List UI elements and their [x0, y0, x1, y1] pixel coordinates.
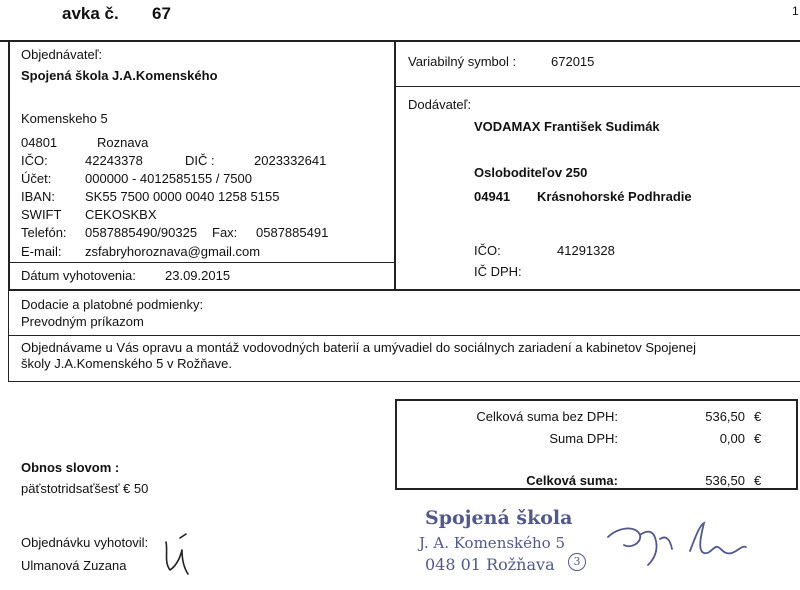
- buyer-fax-label: Fax:: [212, 225, 238, 240]
- supplier-ico-label: IČO:: [474, 243, 501, 258]
- order-number: 67: [152, 4, 171, 23]
- currency-symbol: €: [754, 431, 762, 446]
- stamp-line1: Spojená škola: [425, 507, 573, 529]
- buyer-ucet: 000000 - 4012585155 / 7500: [85, 171, 252, 186]
- buyer-fax: 0587885491: [256, 225, 329, 240]
- supplier-street: Osloboditeľov 250: [474, 165, 588, 180]
- column-divider: [394, 42, 396, 290]
- date-value: 23.09.2015: [165, 268, 231, 283]
- order-text-bottom-border: [8, 381, 800, 382]
- buyer-dic: 2023332641: [254, 153, 327, 168]
- in-words-value: päťstotridsaťšesť € 50: [21, 481, 149, 496]
- buyer-email-label: E-mail:: [21, 244, 62, 259]
- director-signature: [600, 515, 750, 570]
- order-title: avka č.: [62, 4, 119, 23]
- supplier-name: VODAMAX František Sudimák: [474, 119, 660, 134]
- currency-symbol: €: [754, 473, 762, 488]
- buyer-iban: SK55 7500 0000 0040 1258 5155: [85, 189, 280, 204]
- corner-mark: 1: [792, 4, 799, 18]
- date-label: Dátum vyhotovenia:: [21, 268, 136, 283]
- top-border: [0, 40, 800, 42]
- supplier-ico: 41291328: [557, 243, 615, 258]
- order-text-divider: [8, 335, 800, 336]
- buyer-swift: CEKOSKBX: [85, 207, 157, 222]
- buyer-zip: 04801: [21, 135, 58, 150]
- vat-label: Suma DPH:: [549, 431, 618, 446]
- buyer-dic-label: DIČ :: [185, 153, 215, 168]
- buyer-email[interactable]: zsfabryhoroznava@gmail.com: [85, 244, 261, 259]
- supplier-city: Krásnohorské Podhradie: [537, 189, 692, 204]
- varsym-divider: [396, 86, 800, 87]
- currency-symbol: €: [754, 409, 762, 424]
- varsym-value: 672015: [551, 54, 595, 69]
- buyer-ico-label: IČO:: [21, 153, 48, 168]
- order-text-line2: školy J.A.Komenského 5 v Rožňave.: [21, 356, 232, 371]
- order-text-left-border: [8, 336, 9, 381]
- supplier-icdph-label: IČ DPH:: [474, 264, 522, 279]
- stamp-line2: J. A. Komenského 5: [419, 534, 566, 552]
- supplier-label: Dodávateľ:: [408, 97, 472, 112]
- stamp-line3: 048 01 Rožňava: [425, 555, 555, 574]
- delivery-label: Dodacie a platobné podmienky:: [21, 297, 204, 312]
- official-stamp: [405, 505, 605, 585]
- total-label: Celková suma:: [526, 473, 618, 488]
- issuer-signature: [160, 530, 200, 580]
- order-text-line1: Objednávame u Vás opravu a montáž vodovodných baterií a umývadiel do sociálnych zariadení a kabinetov Spojenej: [21, 340, 696, 355]
- issuer-name: Ulmanová Zuzana: [21, 558, 127, 573]
- delivery-value: Prevodným príkazom: [21, 314, 144, 329]
- buyer-iban-label: IBAN:: [21, 189, 55, 204]
- buyer-label: Objednávateľ:: [21, 47, 103, 62]
- total-without-vat-label: Celková suma bez DPH:: [476, 409, 618, 424]
- date-divider: [10, 262, 394, 263]
- varsym-label: Variabilný symbol :: [408, 54, 517, 69]
- buyer-city: Roznava: [97, 135, 149, 150]
- vat-value: 0,00: [719, 431, 745, 446]
- buyer-name: Spojená škola J.A.Komenského: [21, 68, 218, 83]
- supplier-zip: 04941: [474, 189, 511, 204]
- buyer-swift-label: SWIFT: [21, 207, 62, 222]
- buyer-left-border: [8, 42, 10, 290]
- mid-border: [8, 289, 800, 291]
- total-value: 536,50: [705, 473, 745, 488]
- buyer-street: Komenskeho 5: [21, 111, 108, 126]
- buyer-ucet-label: Účet:: [21, 171, 52, 186]
- total-without-vat-value: 536,50: [705, 409, 745, 424]
- delivery-left-border: [8, 291, 9, 336]
- issuer-label: Objednávku vyhotovil:: [21, 535, 149, 550]
- buyer-telefon: 0587885490/90325: [85, 225, 198, 240]
- stamp-number: 3: [568, 553, 586, 571]
- buyer-ico: 42243378: [85, 153, 143, 168]
- buyer-telefon-label: Telefón:: [21, 225, 67, 240]
- in-words-label: Obnos slovom :: [21, 460, 120, 475]
